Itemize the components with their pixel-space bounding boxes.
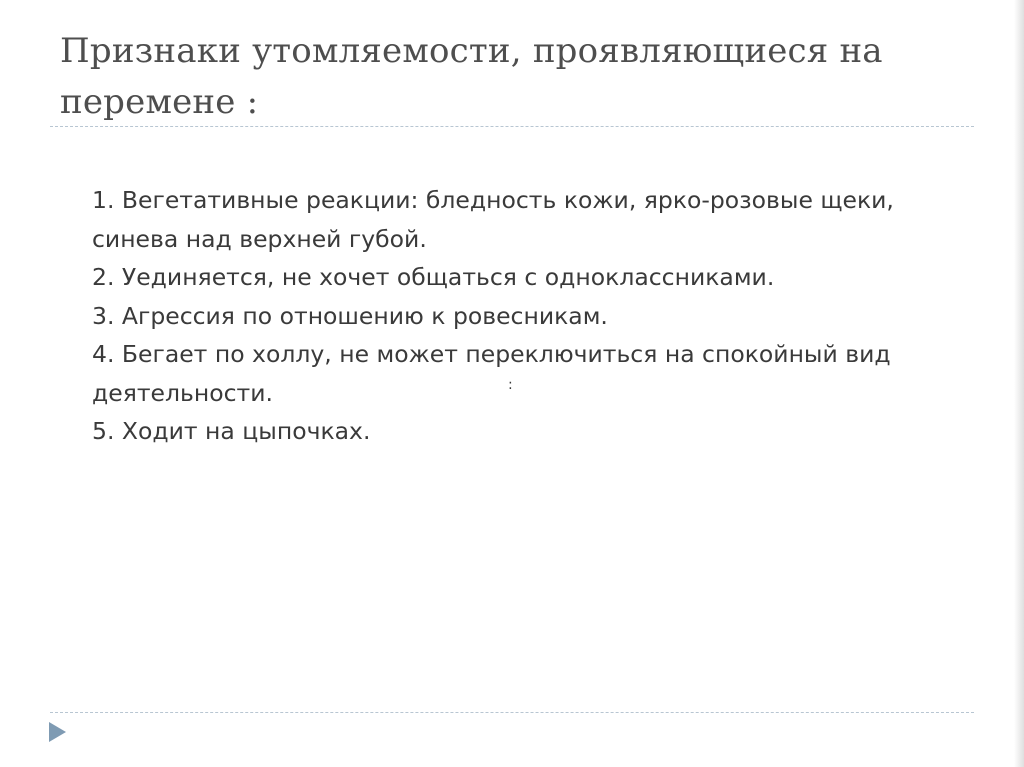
- list-item: 2. Уединяется, не хочет общаться с одноклассниками.: [92, 263, 775, 291]
- triangle-right-icon[interactable]: [49, 722, 66, 742]
- list-item: 4. Бегает по холлу, не может переключиться на спокойный вид деятельности.: [92, 340, 891, 407]
- slide-content: [92, 181, 942, 451]
- list-item: 5. Ходит на цыпочках.: [92, 417, 371, 445]
- title-divider: [50, 126, 974, 127]
- footer-divider: [50, 712, 974, 713]
- list-item: 3. Агрессия по отношению к ровесникам.: [92, 301, 608, 330]
- stray-colon: :: [508, 377, 513, 393]
- page-edge-shadow: [1014, 0, 1024, 767]
- list-item: 1. Вегетативные реакции: бледность кожи, ярко-розовые щеки, синева над верхней губой.: [92, 186, 894, 253]
- slide-title: Признаки утомляемости, проявляющиеся на перемене :: [60, 31, 883, 122]
